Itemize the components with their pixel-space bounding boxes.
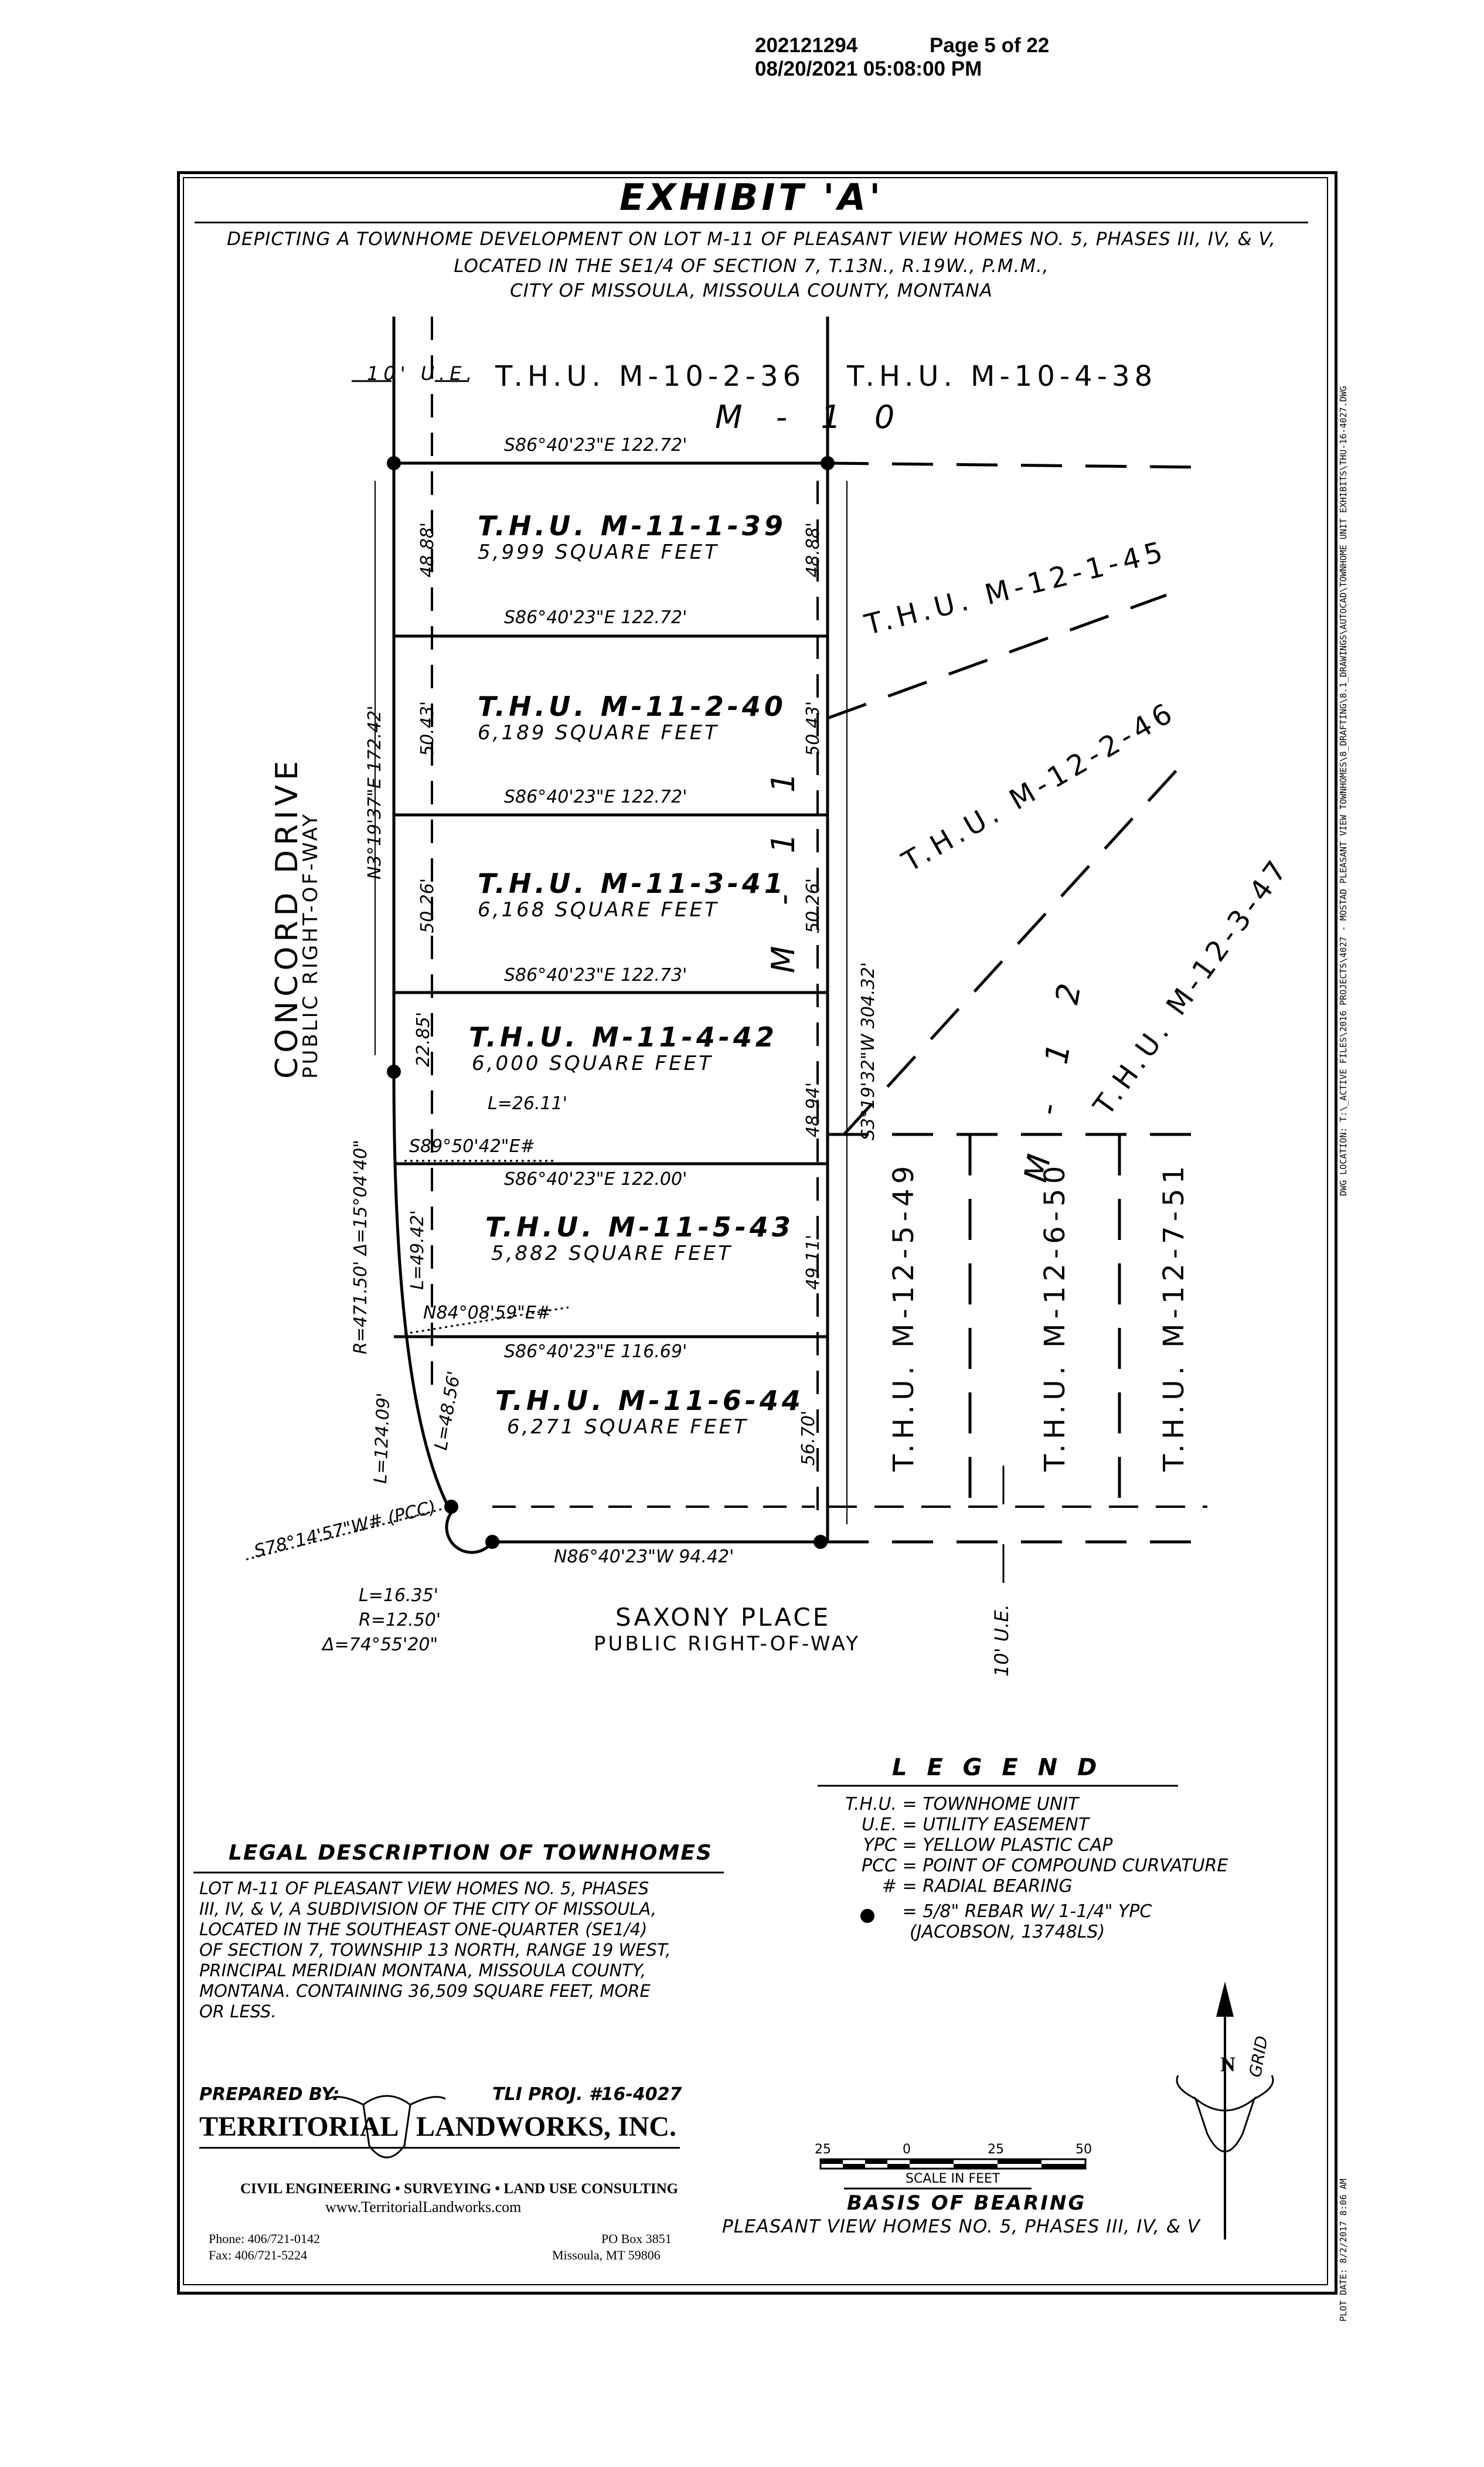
street-south-row: PUBLIC RIGHT-OF-WAY	[594, 1632, 861, 1656]
legal-line: III, IV, & V, A SUBDIVISION OF THE CITY OF MISSOULA,	[199, 1899, 657, 1919]
legend-value: TOWNHOME UNIT	[923, 1794, 1079, 1814]
legend-title: L E G E N D	[892, 1754, 1103, 1781]
street-west-name: CONCORD DRIVE	[270, 756, 305, 1079]
lot6-top-bearing: S86°40'23"E 116.69'	[504, 1341, 687, 1362]
dwg-location-note: DWG LOCATION: T:\_ACTIVE FILES\2016 PROJECTS\4027 - MOSTAD PLEASANT VIEW TOWNHOMES\8_DRAFTING\8.1_DRAWINGS\AUTOCAD\TOWNHOME UNIT EXHIBITS\THU-16-4027.DWG	[1338, 386, 1349, 1196]
legal-title: LEGAL DESCRIPTION OF TOWNHOMES	[229, 1841, 713, 1865]
lot3-left-dim: 50.26'	[417, 878, 438, 933]
block-m10-label: M - 1 0	[715, 399, 907, 436]
south-line-bearing: N86°40'23"W 94.42'	[554, 1547, 734, 1567]
company-services: CIVIL ENGINEERING • SURVEYING • LAND USE CONSULTING	[240, 2181, 679, 2197]
lot5-top-bearing: S86°40'23"E 122.00'	[504, 1169, 687, 1190]
east-line-bearing: S3°19'32"W 304.32'	[858, 962, 879, 1140]
scale-tick: 25	[815, 2142, 831, 2157]
radial-bearing-1: S89°50'42"E#	[409, 1136, 535, 1157]
exhibit-title: EXHIBIT 'A'	[620, 176, 884, 219]
corner-curve-delta: Δ=74°55'20"	[322, 1635, 438, 1655]
company-website: www.TerritorialLandworks.com	[325, 2198, 522, 2215]
legend-list: T.H.U. = TOWNHOME UNIT U.E. = UTILITY EASEMENT YPC = YELLOW PLASTIC CAP PCC = POINT OF COMPOUND CURVATURE # = RADIAL BEARING ● = 5/8" REBAR W/ 1-1/4" YPC (JACOBSON, 13748LS)	[809, 1794, 1231, 1942]
radial-bearing-2: N84°08'59"E#	[423, 1303, 552, 1323]
legend-value: 5/8" REBAR W/ 1-1/4" YPC	[923, 1901, 1152, 1922]
rebar-marker	[387, 1065, 401, 1079]
basis-text: PLEASANT VIEW HOMES NO. 5, PHASES III, IV, & V	[722, 2216, 1200, 2237]
company-name-left: TERRITORIAL	[199, 2111, 399, 2142]
lot1-left-dim: 48.88'	[417, 522, 438, 577]
lot3-top-bearing: S86°40'23"E 122.72'	[504, 787, 687, 807]
project-number: TLI PROJ. #16-4027	[492, 2084, 682, 2105]
neighbor-m12-5-49: T.H.U. M-12-5-49	[887, 1161, 920, 1472]
company-name-right: LANDWORKS, INC.	[416, 2111, 677, 2142]
lot4-title: T.H.U. M-11-4-42	[469, 1021, 778, 1053]
corner-curve-radius: R=12.50'	[359, 1610, 441, 1630]
legend-value: (JACOBSON, 13748LS)	[910, 1922, 1105, 1942]
north-label: N	[1220, 2053, 1235, 2076]
north-arrow-head	[1216, 1982, 1234, 2017]
legal-line: PRINCIPAL MERIDIAN MONTANA, MISSOULA COUNTY,	[199, 1960, 646, 1980]
lot2-right-dim: 50.43'	[803, 701, 823, 756]
company-fax: Fax: 406/721-5224	[209, 2248, 308, 2262]
lot4-left-dim: 22.85'	[413, 1011, 434, 1067]
exhibit-subtitle-2: LOCATED IN THE SE1/4 OF SECTION 7, T.13N., R.19W., P.M.M.,	[454, 256, 1049, 277]
curve-radius-delta: R=471.50' Δ=15°04'40"	[350, 1140, 371, 1354]
m10-m12-line	[828, 463, 1202, 467]
lot5-right-dim: 49.11'	[803, 1234, 823, 1290]
neighbor-m12-7-51: T.H.U. M-12-7-51	[1158, 1161, 1190, 1472]
lot2-top-bearing: S86°40'23"E 122.72'	[504, 607, 687, 628]
company-rule	[199, 2147, 680, 2149]
legend-key: ●	[881, 1901, 897, 1922]
lot2-left-dim: 50.43'	[417, 701, 438, 756]
rebar-marker	[814, 1535, 828, 1549]
neighbor-m10-4-38: T.H.U. M-10-4-38	[847, 360, 1158, 393]
lot4-right-dim: 48.94'	[803, 1082, 823, 1137]
corner-curve-length: L=16.35'	[359, 1585, 438, 1606]
lot1-title: T.H.U. M-11-1-39	[478, 510, 787, 542]
lot1-top-bearing: S86°40'23"E 122.72'	[504, 435, 687, 456]
lot2-title: T.H.U. M-11-2-40	[478, 691, 787, 722]
curve-l1: L=26.11'	[488, 1093, 567, 1114]
lot3-right-dim: 50.26'	[803, 878, 823, 933]
legend-key: #	[881, 1876, 897, 1897]
legend-value: RADIAL BEARING	[923, 1876, 1073, 1897]
ue-top-label: 10' U.E.	[367, 362, 477, 385]
scale-tick: 25	[988, 2142, 1004, 2157]
lot6-left-dim: L=48.56'	[431, 1370, 465, 1452]
legend-key: U.E.	[862, 1814, 897, 1835]
scale-tick: 0	[903, 2142, 911, 2157]
lot6-title: T.H.U. M-11-6-44	[495, 1385, 804, 1416]
neighbor-m12-1-45: T.H.U. M-12-1-45	[862, 534, 1170, 642]
lot3-title: T.H.U. M-11-3-41	[478, 868, 787, 899]
street-south-name: SAXONY PLACE	[615, 1603, 831, 1632]
lot3-area: 6,168 SQUARE FEET	[478, 898, 719, 922]
grid-label: GRID	[1245, 2034, 1272, 2079]
legal-line: MONTANA. CONTAINING 36,509 SQUARE FEET, MORE	[199, 1981, 651, 2001]
neighbor-m12-3-47: T.H.U. M-12-3-47	[1087, 851, 1296, 1122]
lot1-area: 5,999 SQUARE FEET	[478, 541, 719, 564]
lot1-right-dim: 48.88'	[803, 522, 823, 577]
neighbor-m12-2-46: T.H.U. M-12-2-46	[897, 695, 1182, 879]
plot-date-note: PLOT DATE: 8/2/2017 8:06 AM	[1338, 2179, 1349, 2322]
legend-key: T.H.U.	[845, 1794, 897, 1814]
basis-title: BASIS OF BEARING	[847, 2191, 1087, 2215]
lot4-area: 6,000 SQUARE FEET	[472, 1052, 713, 1075]
legend-key: YPC	[863, 1835, 897, 1856]
exhibit-subtitle-3: CITY OF MISSOULA, MISSOULA COUNTY, MONTANA	[510, 280, 993, 301]
legal-body	[199, 1878, 670, 2022]
street-west-row: PUBLIC RIGHT-OF-WAY	[299, 811, 322, 1079]
legend-value: POINT OF COMPOUND CURVATURE	[923, 1856, 1228, 1876]
company-phone: Phone: 406/721-0142	[209, 2231, 321, 2246]
lot5-title: T.H.U. M-11-5-43	[485, 1211, 794, 1243]
company-city: Missoula, MT 59806	[552, 2248, 661, 2262]
block-m12-label: M - 1 2	[1017, 966, 1091, 1185]
block-m11-label: M - 1 1	[765, 757, 802, 973]
legend-value: UTILITY EASEMENT	[923, 1814, 1090, 1835]
radial-bearing-3: S78°14'57"W# (PCC)	[252, 1496, 438, 1562]
neighbor-m12-6-50: T.H.U. M-12-6-50	[1039, 1161, 1071, 1472]
scale-tick: 50	[1075, 2142, 1092, 2157]
company-po-box: PO Box 3851	[601, 2231, 672, 2246]
west-line-bearing: N3°19'37"E 172.42'	[365, 705, 385, 879]
lot6-area: 6,271 SQUARE FEET	[507, 1415, 748, 1439]
lot6-right-dim: 56.70'	[798, 1410, 819, 1466]
recording-datetime: 08/20/2021 05:08:00 PM	[755, 57, 982, 80]
exhibit-subtitle-1: DEPICTING A TOWNHOME DEVELOPMENT ON LOT M-11 OF PLEASANT VIEW HOMES NO. 5, PHASES III, IV, & V,	[227, 229, 1276, 250]
legal-line: OF SECTION 7, TOWNSHIP 13 NORTH, RANGE 19 WEST,	[199, 1940, 671, 1960]
ue-bottom-label: 10' U.E.	[991, 1604, 1013, 1677]
lot4-top-bearing: S86°40'23"E 122.73'	[504, 965, 687, 986]
legal-line: LOT M-11 OF PLEASANT VIEW HOMES NO. 5, PHASES	[199, 1878, 649, 1898]
lot5-left-dim: L=49.42'	[407, 1210, 428, 1290]
curve-l2: L=124.09'	[370, 1392, 394, 1484]
lot5-area: 5,882 SQUARE FEET	[491, 1242, 733, 1265]
neighbor-m10-2-36: T.H.U. M-10-2-36	[495, 360, 806, 393]
rebar-marker	[387, 456, 401, 470]
lot2-area: 6,189 SQUARE FEET	[478, 721, 719, 745]
legend-key: PCC	[862, 1856, 897, 1876]
document-number: 202121294	[755, 34, 858, 57]
legend-value: YELLOW PLASTIC CAP	[923, 1835, 1113, 1856]
rebar-marker	[485, 1535, 499, 1549]
legal-line: OR LESS.	[199, 2002, 277, 2021]
prepared-by-label: PREPARED BY:	[199, 2084, 340, 2105]
scale-label: SCALE IN FEET	[906, 2172, 1000, 2186]
legal-line: LOCATED IN THE SOUTHEAST ONE-QUARTER (SE1/4)	[199, 1919, 648, 1939]
page-number: Page 5 of 22	[930, 34, 1050, 57]
